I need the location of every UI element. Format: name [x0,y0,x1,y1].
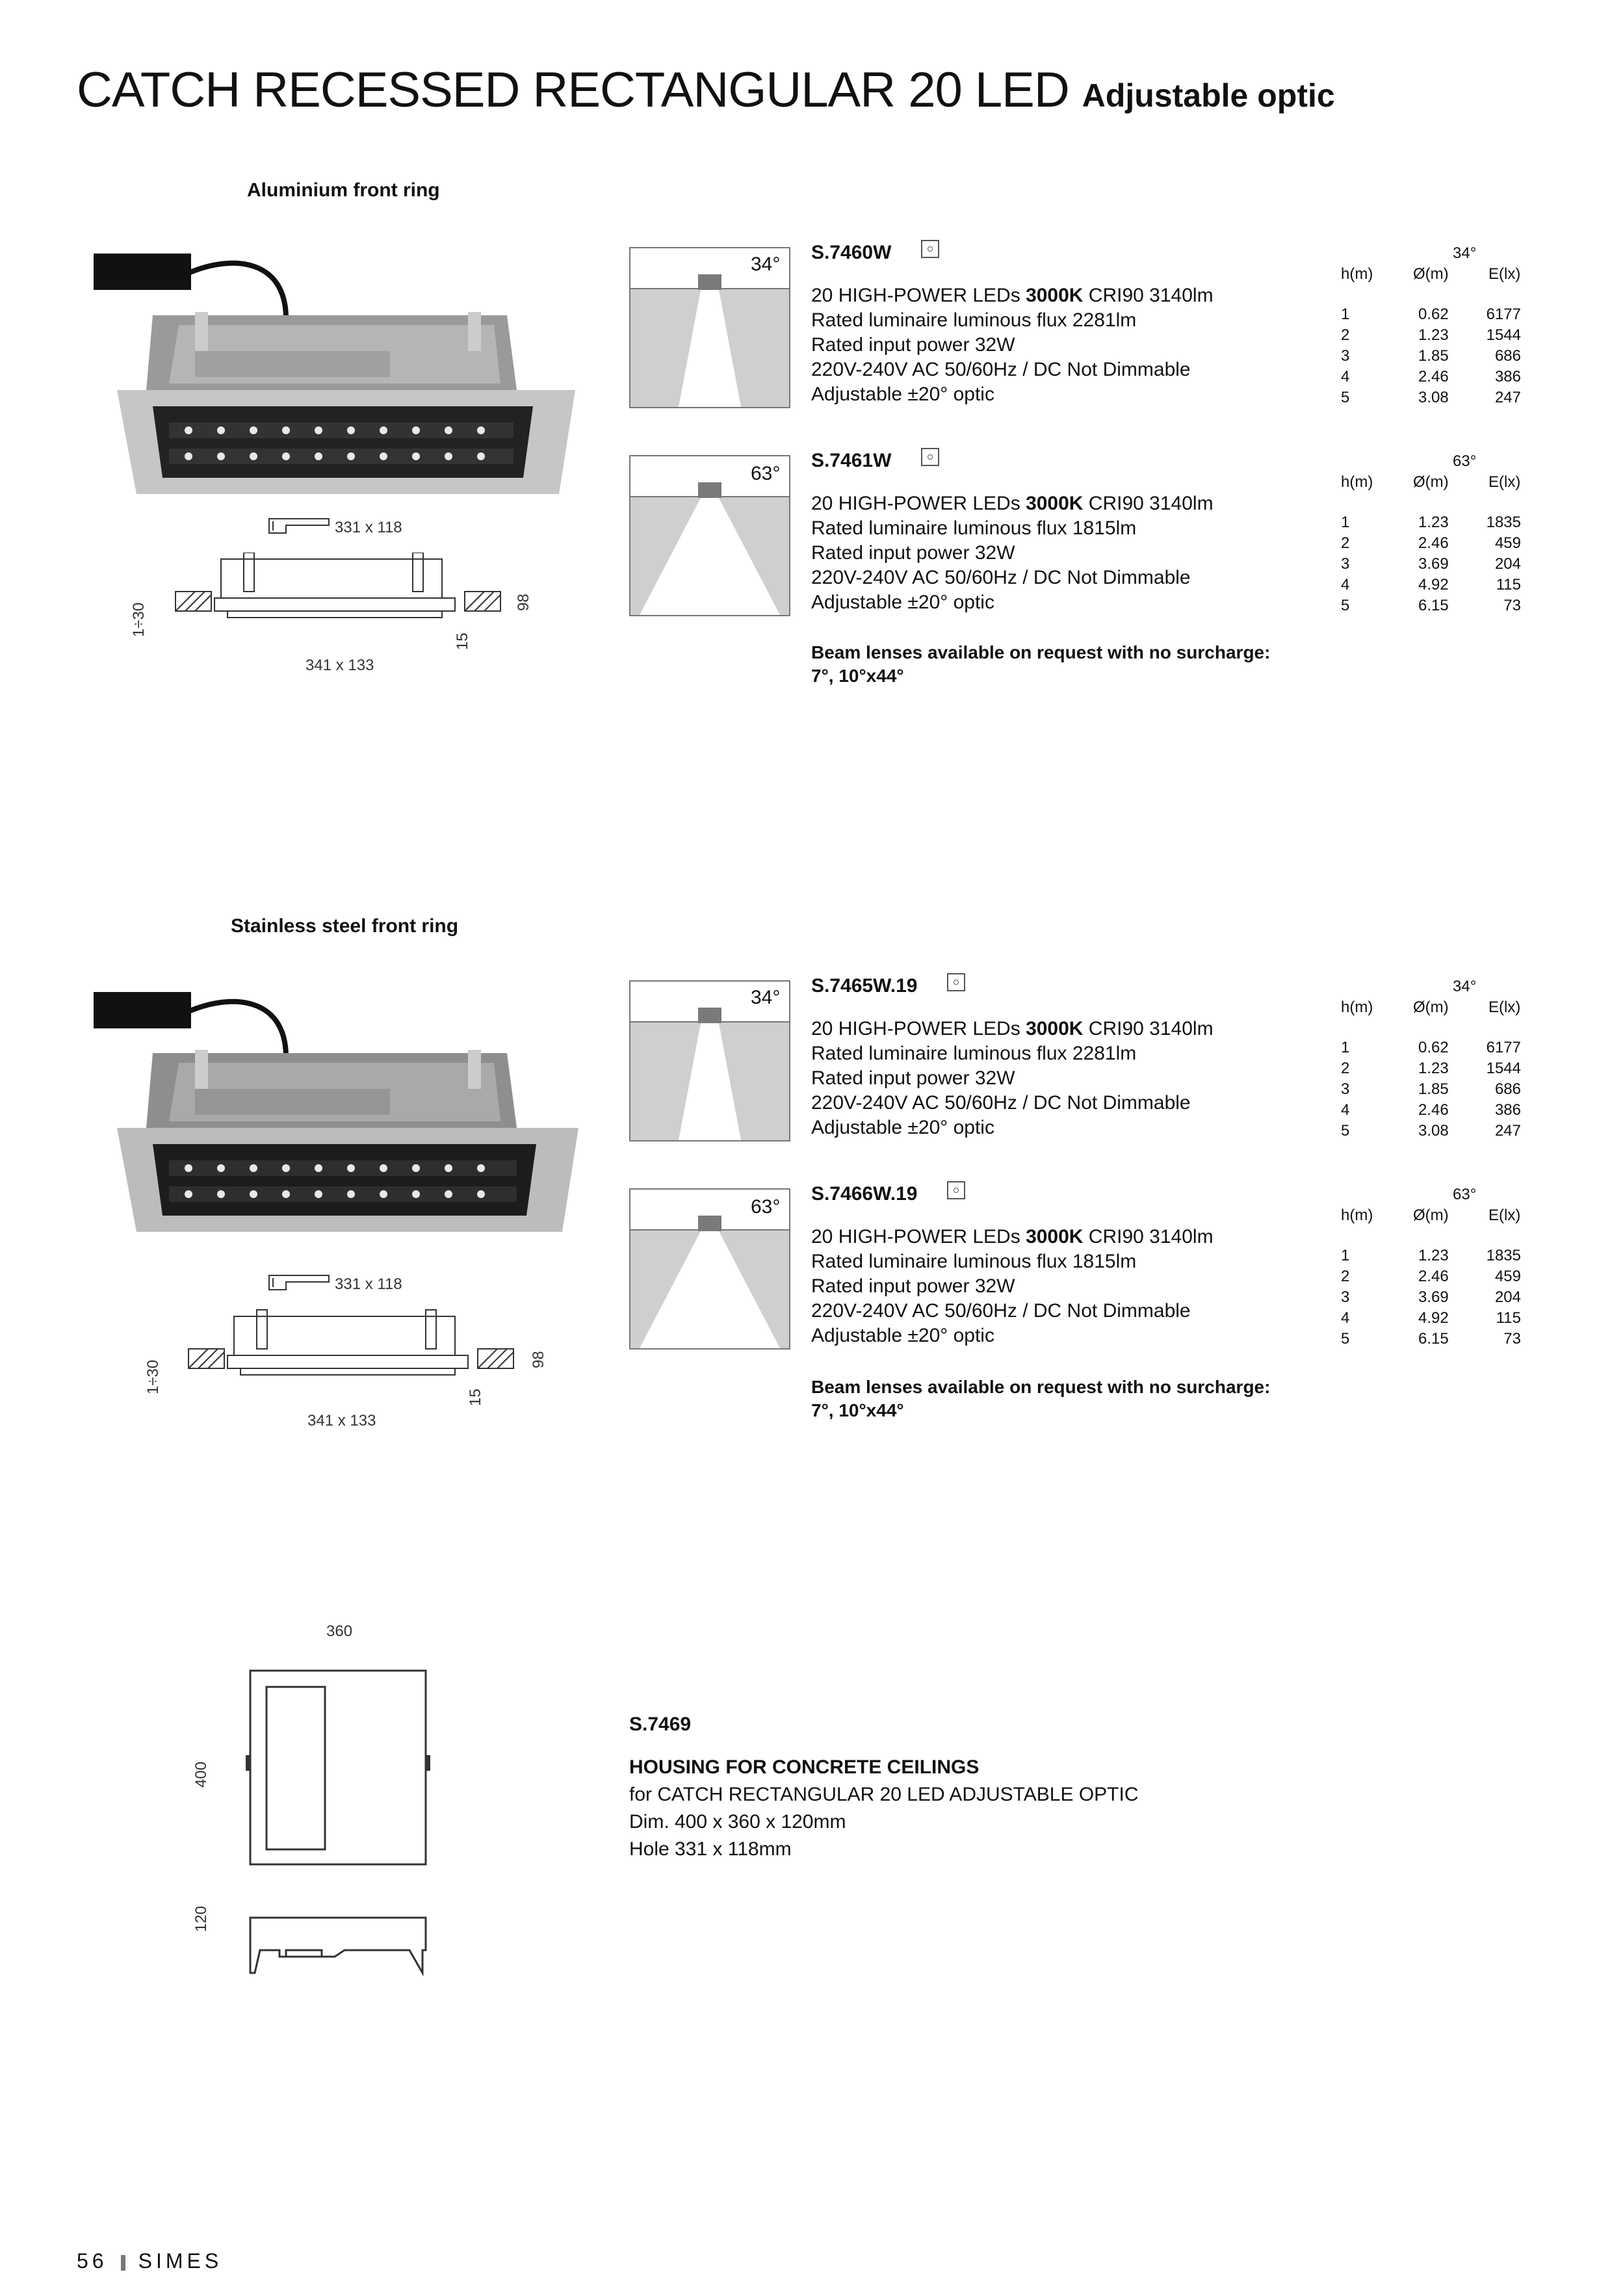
dim-ceiling: 1÷30 [130,602,148,637]
spec-optic: Adjustable ±20° optic [811,1325,994,1346]
dim-ceiling: 1÷30 [144,1359,162,1394]
section-label-aluminium: Aluminium front ring [247,179,440,201]
housing-side-view [240,1911,435,1986]
housing-description [629,1754,1139,1863]
product-code-text: S.7466W.19 [811,1183,918,1205]
spec-voltage: 220V-240V AC 50/60Hz / DC Not Dimmable [811,1300,1191,1322]
photometric-table: 34° h(m) Ø(m) E(lx) 1 0.62 6177 2 1.23 1544 3 1.85 686 4 2.46 386 5 3.08 247 [1341,244,1521,406]
product-code-text: S.7465W.19 [811,975,918,997]
product-code-text: S.7461W [811,450,892,471]
dim-ring: 15 [454,633,471,650]
housing-line2: Dim. 400 x 360 x 120mm [629,1811,846,1833]
spec-flux: Rated luminaire luminous flux 1815lm [811,1251,1137,1272]
beam-angle-label: 63° [751,463,781,484]
spec-voltage: 220V-240V AC 50/60Hz / DC Not Dimmable [811,1092,1191,1114]
beam-lens-note-line2: 7°, 10°x44° [811,1400,904,1420]
hole-saw-icon [266,516,331,539]
product-code [811,975,965,997]
housing-line3: Hole 331 x 118mm [629,1838,792,1860]
beam-angle-label: 34° [751,987,781,1008]
brand-name: SIMES [138,2249,223,2273]
beam-lens-note-line1: Beam lenses available on request with no surcharge: [811,642,1271,662]
dim-hole: 331 x 118 [335,519,402,536]
photometric-table: 63° h(m) Ø(m) E(lx) 1 1.23 1835 2 2.46 459 3 3.69 204 4 4.92 115 5 6.15 73 [1341,1186,1521,1348]
housing-dim-depth: 120 [192,1905,210,1932]
driver-symbol-icon [947,1181,965,1199]
product-photo-aluminium [91,234,585,504]
dim-outer: 341 x 133 [305,657,374,674]
page-title-main: CATCH RECESSED RECTANGULAR 20 LED [77,62,1069,118]
product-code [811,1183,965,1205]
dim-hole: 331 x 118 [335,1275,402,1293]
driver-symbol-icon [921,448,939,466]
page-title [77,62,1335,118]
section-drawing-stainless [182,1307,546,1407]
spec-leds: 20 HIGH-POWER LEDs 3000K CRI90 3140lm [811,493,1214,514]
spec-voltage: 220V-240V AC 50/60Hz / DC Not Dimmable [811,567,1191,588]
spec-leds: 20 HIGH-POWER LEDs 3000K CRI90 3140lm [811,1018,1214,1039]
photometric-table: 34° h(m) Ø(m) E(lx) 1 0.62 6177 2 1.23 1544 3 1.85 686 4 2.46 386 5 3.08 247 [1341,978,1521,1140]
housing-dim-height: 400 [192,1761,210,1788]
spec-power: Rated input power 32W [811,1275,1015,1297]
beam-angle-label: 34° [751,254,781,275]
spec-optic: Adjustable ±20° optic [811,384,994,405]
page-footer [77,2249,222,2273]
housing-line1: for CATCH RECTANGULAR 20 LED ADJUSTABLE OPTIC [629,1784,1139,1805]
page-subtitle: Adjustable optic [1082,77,1335,114]
spec-optic: Adjustable ±20° optic [811,592,994,613]
spec-power: Rated input power 32W [811,334,1015,356]
housing-top-view [240,1664,435,1875]
spec-flux: Rated luminaire luminous flux 2281lm [811,1043,1137,1064]
spec-optic: Adjustable ±20° optic [811,1117,994,1138]
dim-outer: 341 x 133 [307,1412,376,1429]
product-specs [811,1225,1214,1348]
dim-depth: 98 [515,594,532,611]
product-photo-stainless [91,969,585,1238]
product-specs [811,1017,1214,1140]
dim-ring: 15 [467,1389,484,1406]
beam-lens-note [811,1376,1270,1422]
beam-lens-note-line1: Beam lenses available on request with no surcharge: [811,1377,1271,1397]
spec-flux: Rated luminaire luminous flux 1815lm [811,517,1137,539]
product-code [811,242,939,264]
driver-symbol-icon [947,973,965,991]
housing-code: S.7469 [629,1714,692,1735]
spec-power: Rated input power 32W [811,1067,1015,1089]
spec-leds: 20 HIGH-POWER LEDs 3000K CRI90 3140lm [811,1226,1214,1247]
beam-angle-label: 63° [751,1196,781,1218]
section-label-stainless: Stainless steel front ring [231,915,459,937]
photometric-table: 63° h(m) Ø(m) E(lx) 1 1.23 1835 2 2.46 459 3 3.69 204 4 4.92 115 5 6.15 73 [1341,452,1521,614]
product-code [811,450,939,472]
product-specs [811,283,1214,407]
spec-leds: 20 HIGH-POWER LEDs 3000K CRI90 3140lm [811,285,1214,306]
housing-dim-width: 360 [326,1623,353,1640]
spec-power: Rated input power 32W [811,542,1015,564]
section-drawing-aluminium [169,553,533,653]
beam-lens-note-line2: 7°, 10°x44° [811,666,904,686]
spec-flux: Rated luminaire luminous flux 2281lm [811,309,1137,331]
product-code-text: S.7460W [811,242,892,263]
beam-lens-note [811,641,1270,688]
hole-saw-icon [266,1273,331,1296]
housing-heading: HOUSING FOR CONCRETE CEILINGS [629,1756,980,1778]
product-specs [811,491,1214,615]
footer-divider [121,2255,125,2271]
spec-voltage: 220V-240V AC 50/60Hz / DC Not Dimmable [811,359,1191,380]
page-number: 56 [77,2249,108,2273]
driver-symbol-icon [921,240,939,258]
dim-depth: 98 [530,1351,547,1368]
